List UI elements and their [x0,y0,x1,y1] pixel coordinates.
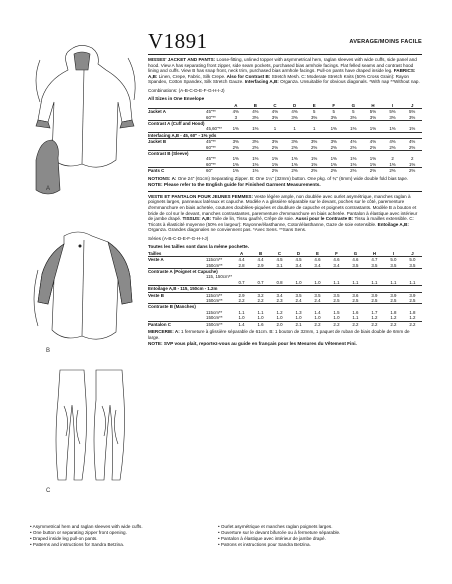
all-sizes-label: All Sizes in One Envelope [148,96,205,102]
yardage-cell: 2.2 [346,321,365,327]
row-label: Contrast B (Sleeve) [148,151,422,157]
row-fabric-width: 115cm** [206,309,223,315]
row-label: Contraste A (Poignet et Capuche) [148,269,422,275]
yardage-cell: 1 [312,126,316,132]
notions-english [148,176,422,182]
yardage-cell: 2% [389,144,396,150]
jacket-b-drawing [34,232,132,339]
yardage-cell: 2.8 [238,262,245,268]
yardage-cell: 3.5 [327,292,346,298]
yardage-cell: 4% [402,139,422,145]
yardage-cell: 3 [234,114,238,120]
yardage-cell: 3.9 [384,292,403,298]
series-label: Séries (A-B-C-D-E-F-G-H-I-J) [148,236,209,241]
yardage-cell: 2.9 [232,292,251,298]
yardage-cell: 2% [310,144,318,150]
yardage-cell: 4.5 [289,257,308,263]
yardage-cell: 2.5 [333,298,340,304]
feature-item: • One button or separating zipper front opening. [30,530,218,536]
row-fabric-width: 60" [206,168,226,174]
english-description [148,57,422,85]
yardage-cell: 2% [383,168,403,174]
yardage-cell: 1.0 [295,315,302,321]
yardage-table-english [148,103,422,174]
size-header-cell: H [372,250,377,256]
yardage-cell: 1% [369,161,377,167]
yardage-cell: 1.1 [352,279,359,285]
feature-item: • Asymmetrical hem and raglan sleeves with wide cuffs. [30,524,218,530]
yardage-cell: 1% [271,161,279,167]
yardage-cell: 1% [252,156,259,162]
row-fabric-width: 150cm** [206,315,223,321]
yardage-cell: 2.4 [295,298,302,304]
row-fabric-width: 60"** [206,161,216,167]
yardage-cell: 0.7 [257,279,264,285]
yardage-cell: 2.5 [371,298,378,304]
row-fabric-width: 60"** [206,114,216,120]
yardage-cell: 3% [350,114,357,120]
pattern-info-column [148,30,422,347]
yardage-cell: 4% [344,139,364,145]
size-header-cell: C [277,250,282,256]
yardage-cell: 3.9 [365,292,384,298]
yardage-cell: 4.6 [327,257,346,263]
yardage-cell: 1.3 [295,309,302,315]
yardage-cell: 2% [252,144,259,150]
yardage-cell: 1% [310,156,318,162]
yardage-cell: 3.1 [276,262,283,268]
also-text: Stretch Mesh. C: Moderate Stretch Knits (50% Cross Grain): Rayon Spandex, Cotton Spandex, Silk Stretch Gauze. [148,73,409,85]
size-header-cell: D [296,250,301,256]
french-measurement-note: NOTE: SVP vous plait, reportez-vous au guide en français pour les Mesures du Vêtement Fini. [148,341,357,347]
yardage-cell: 1% [330,126,337,132]
tissus-label: TISSUS: A,B: [182,216,212,222]
feature-item: • Patrons et instructions pour Sandra Betzina. [218,542,406,548]
yardage-cell: 5 [344,109,364,115]
garment-illustrations [30,40,140,540]
yardage-cell: 1% [232,161,239,167]
yardage-cell: 1% [310,161,318,167]
yardage-cell: 1.4 [232,321,251,327]
yardage-cell: 1% [246,168,266,174]
yardage-cell: 1% [232,156,239,162]
row-label: Pantalon C [148,321,206,327]
yardage-cell: 1% [350,126,357,132]
size-header-cell: B [253,102,257,108]
yardage-cell: 0.8 [276,279,283,285]
row-fabric-width: 115, 150cm** [206,274,233,280]
yardage-cell: 2% [369,144,377,150]
size-header-label: Tailles [148,250,162,256]
yardage-cell: 2% [271,144,279,150]
yardage-cell: 3% [330,114,337,120]
yardage-cell: 1.1 [352,315,359,321]
yardage-cell: 1.1 [257,309,264,315]
yardage-cell: 3.5 [371,262,378,268]
yardage-cell: 1.1 [409,279,416,285]
yardage-cell: 1% [350,161,357,167]
yardage-cell: 5% [383,109,403,115]
yardage-cell: 2.2 [257,298,264,304]
size-header-cell: F [335,250,338,256]
yardage-cell: 2% [291,144,298,150]
yardage-cell: 1.6 [352,309,359,315]
row-fabric-width: 45,60"** [206,126,222,132]
aussi-label: Aussi pour le Contraste B: [295,216,354,222]
size-header-cell: J [410,102,414,108]
yardage-cell: 1.0 [314,315,321,321]
interfacing-text: Organza. Unsuitable for obvious diagonals. *With nap **Without nap. [278,79,420,85]
yardage-cell: 3% [324,139,344,145]
yardage-cell: 1 [293,126,296,132]
size-header-cell: A [234,102,238,108]
yardage-cell: 5 [304,109,324,115]
yardage-cell: 1.0 [257,315,264,321]
yardage-cell: 1% [232,126,239,132]
yardage-cell: 1.0 [314,279,321,285]
yardage-cell: 1.5 [333,309,340,315]
tissus-text: Toile de lin, Tissu gaufré, Crêpe de soie. [211,216,296,222]
yardage-cell: 1.2 [409,315,416,321]
yardage-cell: 4.7 [365,257,384,263]
english-body: Loose-fitting, unlined topper with asymmetrical hem, raglan sleeves with wide cuffs, side panel and hood. View A has separating front zipper, side seam pockets, purchased bias armhole facings. Flat felled seams and contrast hood lining and cuffs. View B has snap front, neck trim, purchased bias armhole facings. Pull-on pants have draped inside leg. [148,57,417,74]
yardage-cell: 5 [324,109,344,115]
size-header-cell: B [258,250,263,256]
yardage-cell: 3% [369,114,377,120]
feature-item: • Draped inside leg pull-on pants. [30,536,218,542]
also-label: Also for Contrast B: [226,73,271,79]
mercerie-label: MERCERIE: A: [148,329,180,335]
row-label: Contraste B (Manches) [148,304,422,310]
yardage-cell: 2.2 [238,298,245,304]
yardage-cell: 2% [363,168,383,174]
features-section [30,524,422,548]
row-fabric-width: 150cm** [206,298,223,304]
figure-label-a: A [46,186,51,192]
mercerie-text: 1 fermeture à glissière séparable de 61cm. B: 1 bouton de 32mm, 1 paquet de ruban de biais double de 6mm de large. [148,329,410,340]
entoilage-label: Entoilage A,B: [377,221,409,227]
feature-item: • Pantalon à élastique avec intérieur de jambe drapé. [218,536,406,542]
yardage-cell: 1.1 [238,309,245,315]
yardage-cell: 1% [252,161,259,167]
yardage-cell: 2.1 [289,321,308,327]
yardage-cell: 3.4 [333,262,340,268]
yardage-cell: 2.5 [352,298,359,304]
yardage-cell: 1% [389,161,396,167]
size-header-cell: I [392,250,395,256]
yardage-cell: 3.5 [409,262,416,268]
size-header-cell: G [353,250,358,256]
row-label: Jacket B [148,139,206,145]
yardage-cell: 2% [265,168,285,174]
yardage-cell: 2% [408,144,416,150]
english-title: MISSES' JACKET AND PANTS: [148,57,216,62]
yardage-cell: 3% [271,114,279,120]
table-row [148,321,422,327]
yardage-cell: 3% [304,139,324,145]
size-header-cell: J [411,250,414,256]
size-header-cell: G [351,102,356,108]
combinations-label: Combinations: (A-B-C-D-E-F-G-H-I-J) [148,87,225,93]
notions-french [148,329,422,340]
pants-c-drawing [56,370,125,480]
notions-text: One 24" (61cm) Separating Zipper. B: One 1¼" (32mm) button. One pkg. of ¾" (6mm) wide double fold bias tape. [176,175,409,181]
yardage-cell: 1.2 [276,309,283,315]
pattern-number: V1891 [148,29,208,53]
yardage-cell: 1% [389,126,396,132]
yardage-cell: 2.3 [276,298,283,304]
yardage-cell: 3% [291,114,298,120]
figure-label-b: B [46,348,51,354]
yardage-cell: 2.2 [365,321,384,327]
row-fabric-width: 60"** [206,144,216,150]
row-fabric-width: 115cm** [206,292,232,298]
yardage-cell: 3.4 [270,292,289,298]
figure-label-c: C [46,488,51,494]
yardage-cell: 5.0 [403,257,422,263]
yardage-cell: 1% [330,161,337,167]
yardage-cell: 1.2 [390,315,397,321]
notions-label: NOTIONS: A: [148,175,177,181]
yardage-cell: 3.4 [314,262,321,268]
yardage-cell: 3% [265,139,285,145]
yardage-cell: 2% [344,168,364,174]
feature-item: • Patterns and instructions for Sandra Betzina. [30,542,218,548]
yardage-cell: 4% [246,109,266,115]
row-fabric-width: 115cm** [206,257,232,263]
yardage-cell: 1.1 [371,279,378,285]
row-fabric-width: 45"** [206,156,216,162]
yardage-cell: 3% [408,114,416,120]
row-label: Contrast A (Cuff and Hood) [148,121,422,127]
yardage-cell: 1% [291,156,298,162]
english-measurement-note: NOTE: Please refer to the English guide for Finished Garment Measurements. [148,182,321,188]
fabrics-text: Linen, Crepe, Fabric, Silk Crepe. [157,73,227,79]
yardage-cell: 2% [285,168,305,174]
yardage-cell: 1% [350,156,357,162]
yardage-cell: 3.2 [251,292,270,298]
row-label: Jacket A [148,109,206,115]
aussi-text: Tissu à mailles extensible. C: Tricots à élasticité moyenne (50% en largeur): Rayonne/élasthanne, Coton/élasthanne, Gaze de soie extensible. [148,216,414,227]
language-divider [148,191,422,192]
yardage-cell: 1.8 [409,309,416,315]
toutes-tailles-label: Toutes les tailles sont dans la même pochette. [148,244,250,250]
size-header-cell: E [316,250,319,256]
yardage-cell: 2.2 [384,321,403,327]
yardage-cell: 4% [285,109,305,115]
yardage-cell: 4% [363,139,383,145]
yardage-cell: 5% [402,109,422,115]
entoilage-text: Organza. Grandes diagonales ne conviennent pas. *Avec Sens. **Sans Sens. [148,227,307,233]
header-rule [148,54,422,55]
yardage-cell: 3% [246,139,266,145]
yardage-cell: 3% [252,114,259,120]
yardage-cell: 1% [408,161,416,167]
yardage-cell: 1.0 [238,315,245,321]
french-body: Veste légère ample, non doublée avec ourlet asymétrique, manches raglan à poignets larges, panneaux latéraux et capuche. Modèle A a glissière séparable sur le devant, poches sur le côté, parementure d'emmanchure en biais achetée, coutures doublées-piquées et doublure de capuche et poignets contrastants. Modèle B a bouton et bride de col sur le devant, manches contrastantes, parementure d'emmanchure en biais achetée. Pantalon à élastique avec intérieur de jambe drapé. [148,193,418,222]
row-fabric-width: 150cm** [206,262,223,268]
features-english [30,524,218,548]
yardage-cell: 1% [330,156,337,162]
row-fabric-width: 45"** [206,139,226,145]
yardage-cell: 2% [304,168,324,174]
yardage-cell: 1% [226,168,246,174]
feature-item: • Ouverture sur le devant bifurcée ou à fermeture séparable. [218,530,406,536]
yardage-cell: 3.5 [289,292,308,298]
yardage-cell: 3.5 [390,262,397,268]
yardage-cell: 2% [324,168,344,174]
yardage-cell: 4.4 [251,257,270,263]
garment-drawings [30,40,140,540]
yardage-cell: 2% [330,144,337,150]
yardage-cell: 3.6 [346,292,365,298]
yardage-cell: 2% [350,144,357,150]
yardage-cell: 3.5 [352,262,359,268]
yardage-cell: 3.9 [403,292,422,298]
features-french [218,524,406,548]
yardage-table-french [148,251,422,327]
size-header-cell: E [312,102,316,108]
yardage-cell: 2 [391,156,394,162]
row-label: Interfacing A,B - 45, 60" - 1% yds [148,132,422,138]
yardage-cell: 3.4 [295,262,302,268]
header [148,30,422,52]
yardage-cell: 2.5 [409,298,416,304]
yardage-cell: 2.2 [403,321,422,327]
yardage-cell: 3% [310,114,318,120]
yardage-cell: 1.8 [390,309,397,315]
yardage-cell: 4.6 [346,257,365,263]
yardage-cell: 2.5 [390,298,397,304]
yardage-cell: 3% [226,139,246,145]
yardage-cell: 2% [232,144,239,150]
yardage-cell: 1.2 [371,315,378,321]
row-label: Entoilage A,B - 115, 150cm - 1.2m [148,286,422,292]
yardage-cell: 5.0 [384,257,403,263]
yardage-cell: 1.4 [314,309,321,315]
size-header-cell: C [273,102,277,108]
row-fabric-width: 150cm** [206,321,232,327]
size-header-cell: I [391,102,394,108]
yardage-cell: 4.6 [308,257,327,263]
yardage-cell: 3% [285,139,305,145]
row-label: Pants C [148,168,206,174]
yardage-cell: 2.2 [327,321,346,327]
feature-item: • Ourlet asymétrique et manches raglan poignets larges. [218,524,406,530]
yardage-cell: 2.0 [270,321,289,327]
french-description [148,194,422,233]
yardage-cell: 1.1 [333,279,340,285]
yardage-cell: 4.4 [232,257,251,263]
row-fabric-width: 45"** [206,109,226,115]
yardage-cell: 1 [273,126,277,132]
yardage-cell: 1% [408,126,416,132]
yardage-cell: 4% [265,109,285,115]
yardage-cell: 2 [410,156,414,162]
yardage-cell: 2.4 [314,298,321,304]
yardage-cell: 4% [226,109,246,115]
fabrics-label: FABRICS: A,B: [148,68,416,79]
yardage-cell: 1% [369,156,377,162]
difficulty-label: AVERAGE/MOINS FACILE [349,39,422,45]
french-title: VESTE ET PANTALON POUR JEUNES FEMMES: [148,193,253,199]
size-header-cell: F [332,102,336,108]
yardage-cell: 2% [402,168,422,174]
yardage-cell: 1.0 [295,279,302,285]
yardage-cell: 4.5 [270,257,289,263]
yardage-cell: 3% [389,114,396,120]
yardage-cell: 1.0 [276,315,283,321]
table-row [148,168,422,174]
yardage-cell: 1% [369,126,377,132]
yardage-cell: 1% [291,161,298,167]
yardage-cell: 3.5 [308,292,327,298]
yardage-cell: 4% [383,139,403,145]
yardage-cell: 1.0 [333,315,340,321]
yardage-cell: 1% [271,156,279,162]
yardage-cell: 2.9 [257,262,264,268]
size-header-cell: H [371,102,375,108]
yardage-cell: 0.7 [238,279,245,285]
yardage-cell: 1.6 [251,321,270,327]
yardage-cell: 1.1 [390,279,397,285]
yardage-cell: 2.2 [308,321,327,327]
yardage-cell: 1% [252,126,259,132]
interfacing-label: Interfacing A,B: [244,79,279,85]
size-header-cell: D [292,102,297,108]
row-label: Veste A [148,257,206,263]
yardage-cell: 5% [363,109,383,115]
row-label: Veste B [148,292,206,298]
yardage-cell: 1.7 [371,309,378,315]
size-header-cell: A [239,250,244,256]
